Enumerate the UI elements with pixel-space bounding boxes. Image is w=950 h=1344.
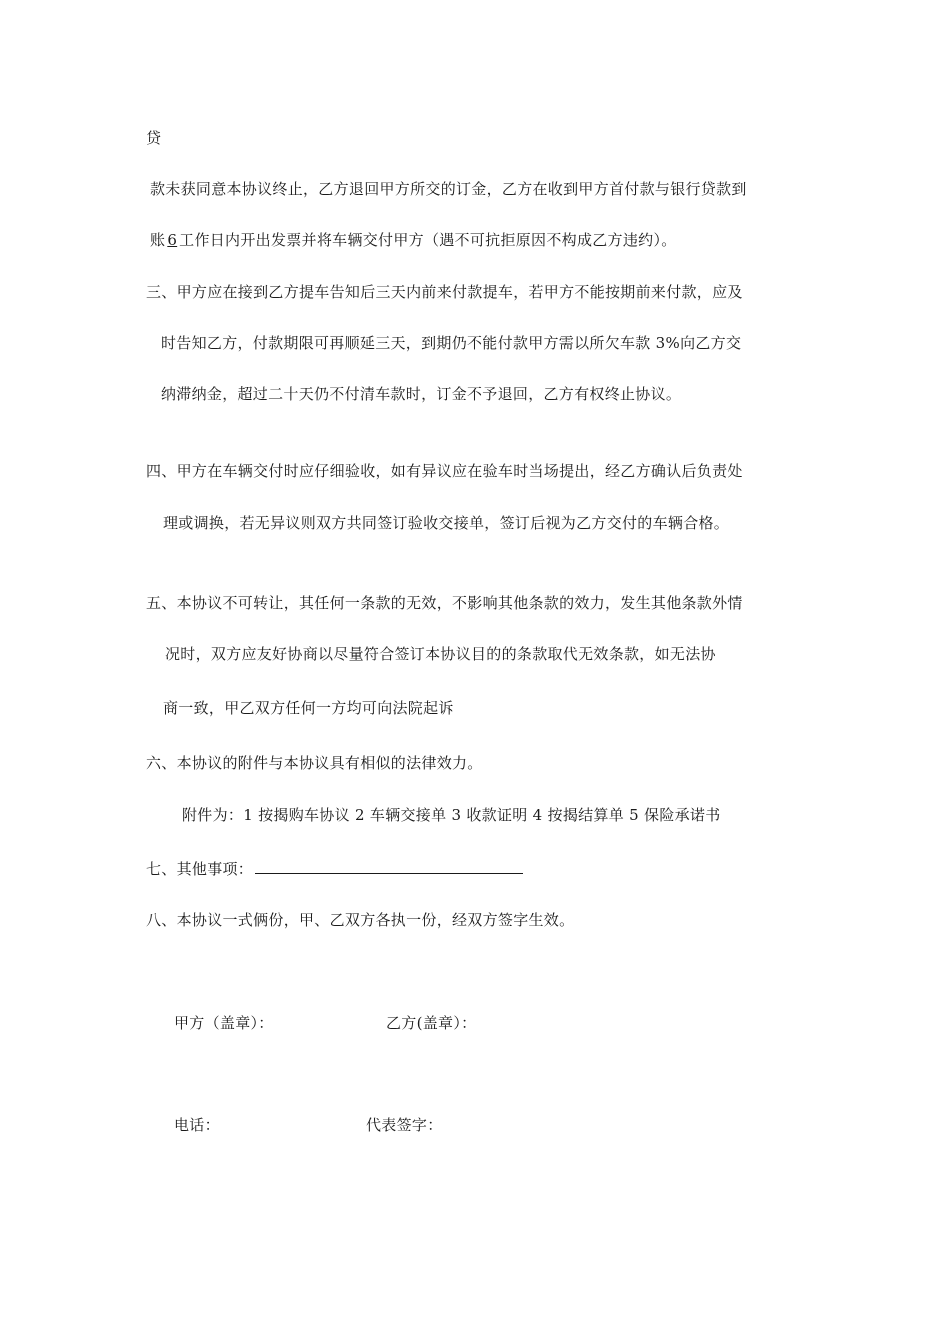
attachments-line: 附件为：1 按揭购车协议 2 车辆交接单 3 收款证明 4 按揭结算单 5 保险承诺书: [182, 806, 721, 824]
clause-8-heading: 八、本协议一式俩份，甲、乙双方各执一份，经双方签字生效。: [146, 911, 575, 929]
text-span: 账: [150, 231, 166, 249]
party-b-seal-label: 乙方(盖章）：: [386, 1014, 477, 1032]
text-line: [150, 230, 677, 250]
representative-signature-label: 代表签字：: [366, 1116, 443, 1134]
other-matters-blank[interactable]: [255, 857, 523, 874]
party-a-seal-label: 甲方（盖章）：: [174, 1014, 274, 1032]
clause-5-heading: 五、本协议不可转让，其任何一条款的无效，不影响其他条款的效力，发生其他条款外情: [146, 594, 743, 612]
text-line: 贷: [146, 129, 162, 147]
text-span: 七、其他事项：: [146, 860, 254, 878]
text-line: 商一致，甲乙双方任何一方均可向法院起诉: [163, 699, 454, 717]
text-line: 纳滞纳金，超过二十天仍不付清车款时，订金不予退回，乙方有权终止协议。: [161, 385, 682, 403]
clause-3-heading: 三、甲方应在接到乙方提车告知后三天内前来付款提车，若甲方不能按期前来付款，应及: [146, 283, 743, 301]
text-span: 工作日内开出发票并将车辆交付甲方（遇不可抗拒原因不构成乙方违约）。: [179, 231, 677, 249]
text-line: 时告知乙方，付款期限可再顺延三天，到期仍不能付款甲方需以所欠车款 3%向乙方交: [161, 334, 742, 352]
clause-6-heading: 六、本协议的附件与本协议具有相似的法律效力。: [146, 754, 483, 772]
phone-label: 电话：: [174, 1116, 220, 1134]
text-line: 况时，双方应友好协商以尽量符合签订本协议目的的条款取代无效条款，如无法协: [165, 645, 716, 663]
text-line: 款未获同意本协议终止，乙方退回甲方所交的订金，乙方在收到甲方首付款与银行贷款到: [150, 180, 747, 198]
days-value: 6: [167, 231, 178, 249]
clause-4-heading: 四、甲方在车辆交付时应仔细验收，如有异议应在验车时当场提出，经乙方确认后负责处: [146, 462, 743, 480]
text-line: 理或调换，若无异议则双方共同签订验收交接单，签订后视为乙方交付的车辆合格。: [163, 514, 730, 532]
clause-7-heading: [146, 857, 523, 879]
